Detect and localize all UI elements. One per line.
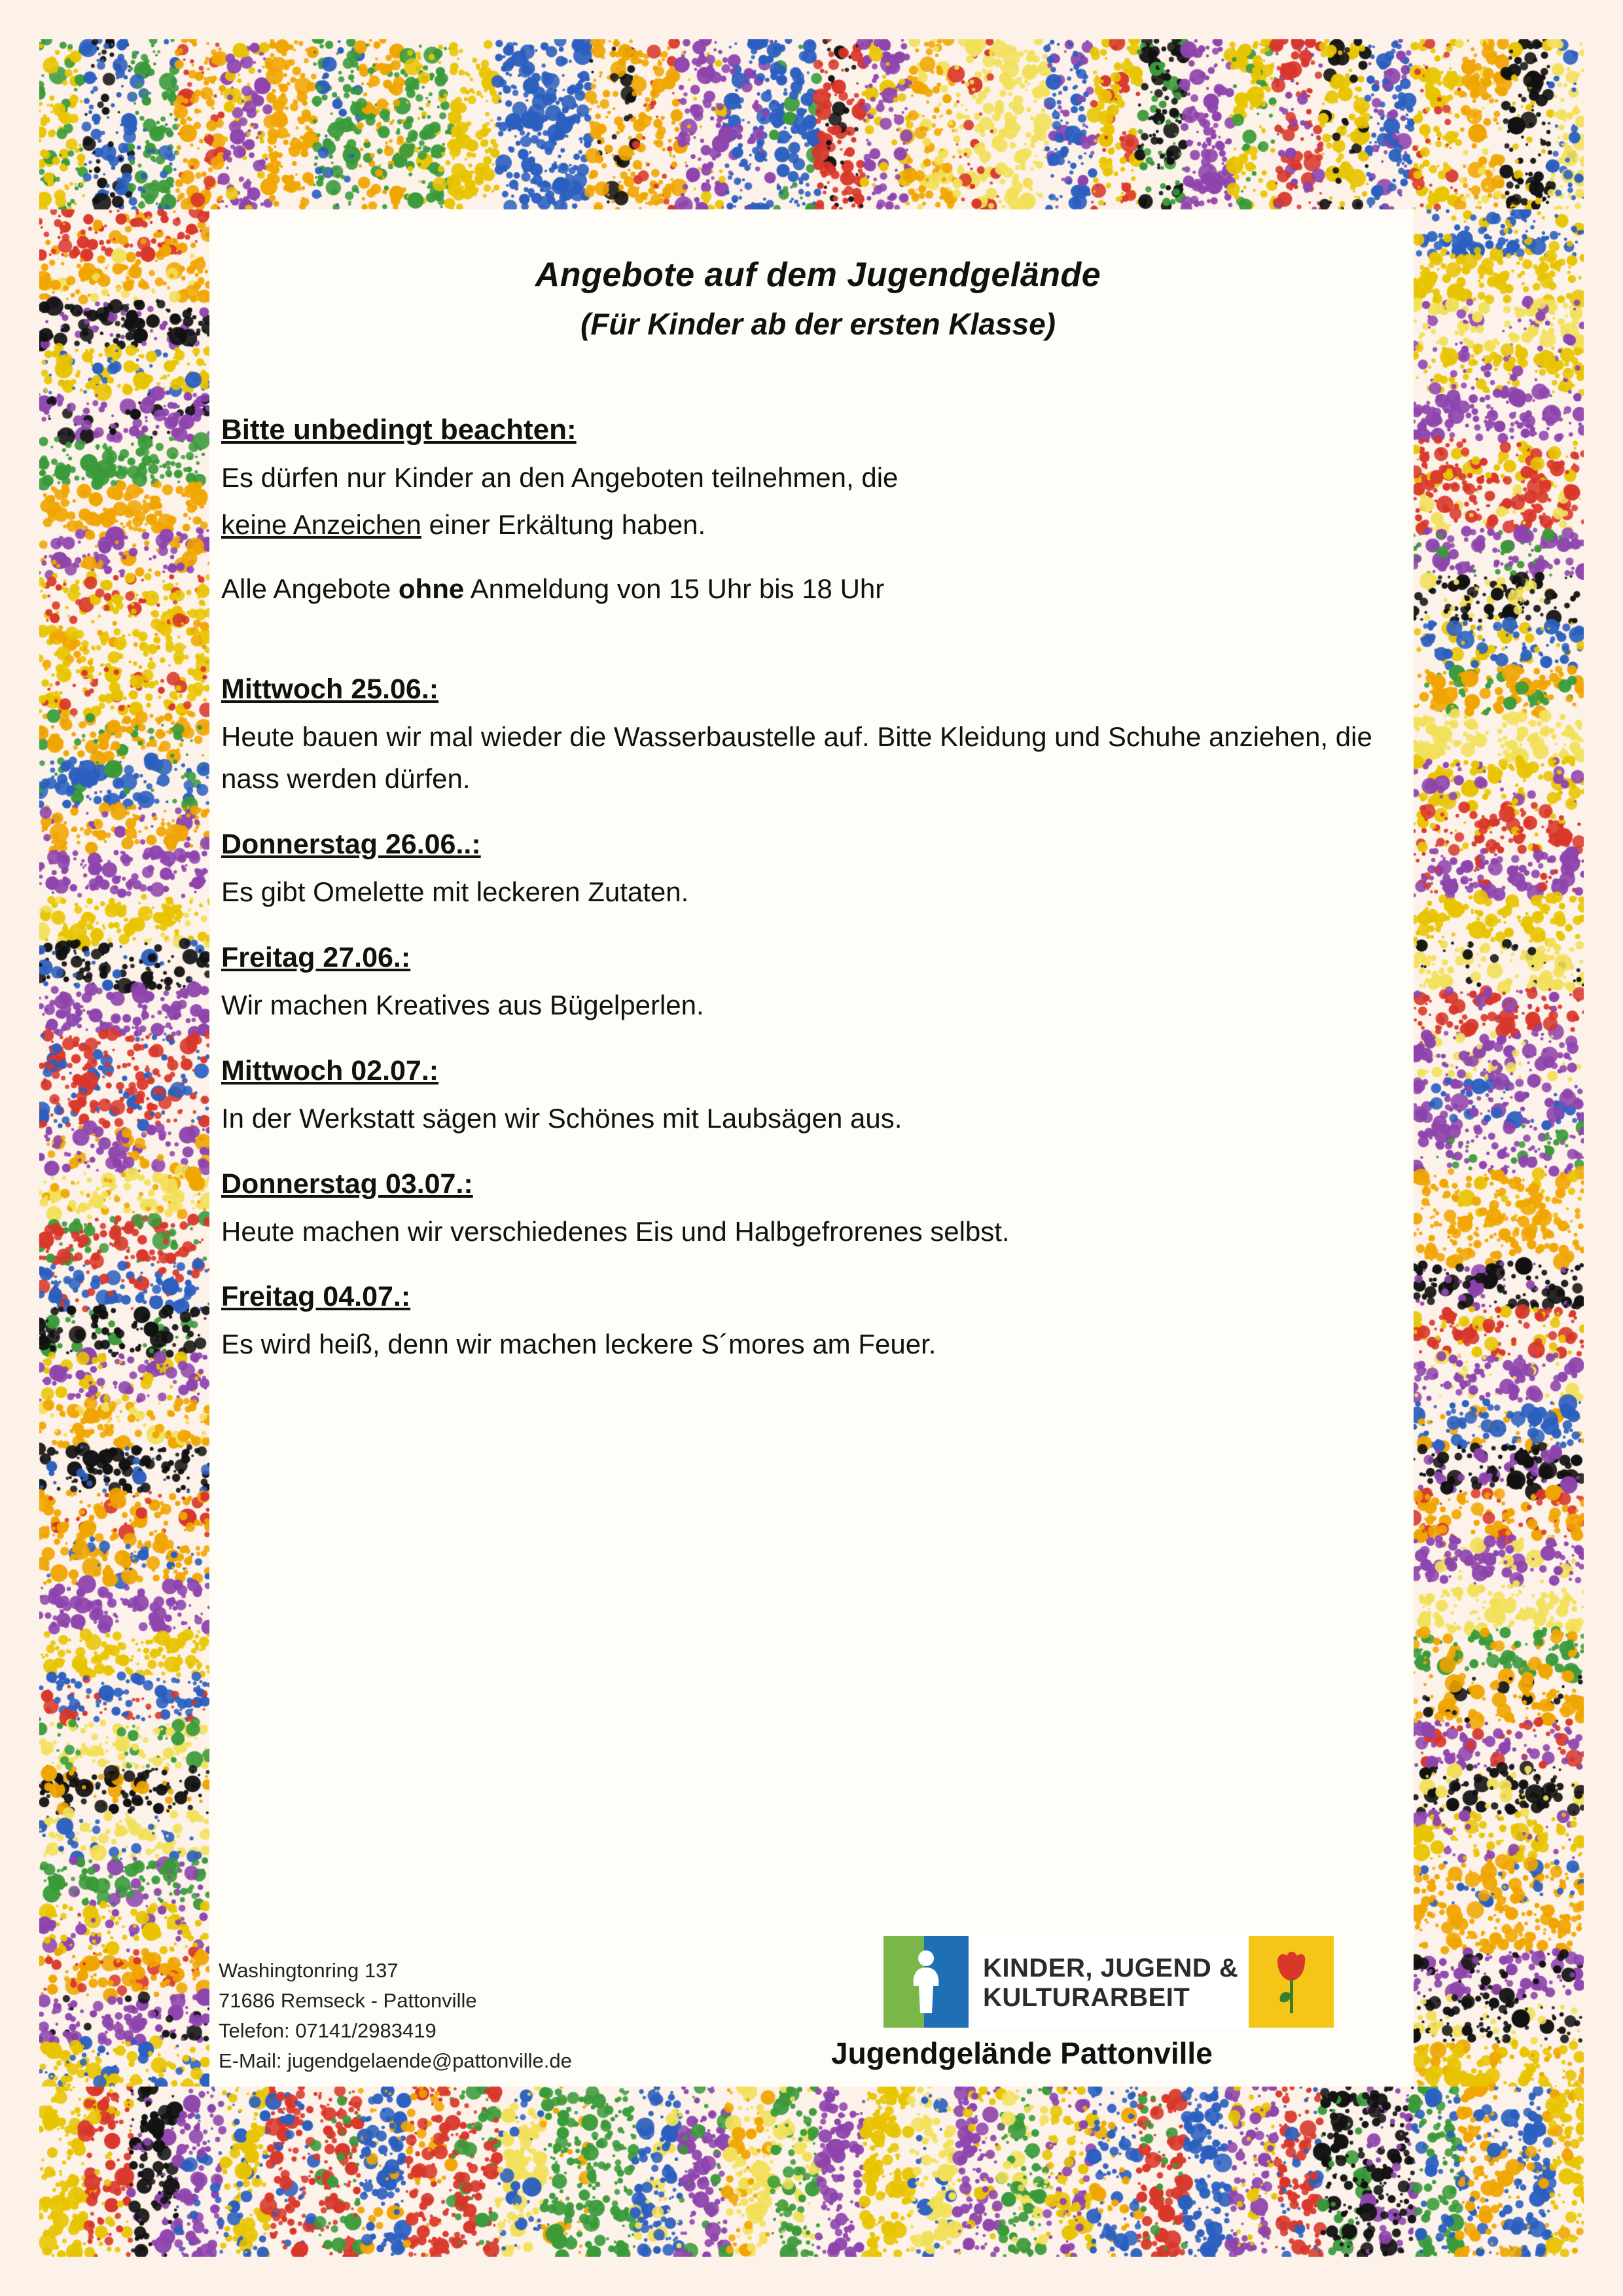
entry-text: Heute bauen wir mal wieder die Wasserbaustelle auf. Bitte Kleidung und Schuhe anziehen, die nass werden dürfen. (221, 721, 1372, 795)
notice-line-3 (221, 568, 1427, 610)
notice-line-2 (221, 504, 1427, 546)
logo-blue-tile (883, 1936, 969, 2028)
entry-text: Es gibt Omelette mit leckeren Zutaten. (221, 876, 689, 908)
entry-heading: Donnerstag 26.06..: (221, 829, 481, 861)
schedule-entry (221, 829, 1427, 913)
entry-heading: Freitag 04.07.: (221, 1281, 411, 1313)
notice-line-2-underlined: keine Anzeichen (221, 509, 421, 540)
notice-line-1 (221, 457, 1427, 499)
confetti-border-left (39, 209, 209, 2087)
contact-address (219, 1956, 572, 2076)
logo-line-2: KULTURARBEIT (983, 1983, 1190, 2012)
schedule-entry (221, 1055, 1427, 1139)
poster-footer (209, 1949, 1414, 2132)
entry-text: In der Werkstatt sägen wir Schönes mit Laubsägen aus. (221, 1102, 902, 1134)
page-subtitle: (Für Kinder ab der ersten Klasse) (580, 307, 1056, 341)
logo-yellow-tile (1249, 1936, 1334, 2028)
confetti-border-top (39, 39, 1584, 209)
tulip-icon (1271, 1948, 1311, 2016)
entry-heading: Donnerstag 03.07.: (221, 1168, 473, 1200)
page-title: Angebote auf dem Jugendgelände (535, 256, 1101, 294)
organization-logo (792, 1936, 1414, 2100)
notice-heading: Bitte unbedingt beachten: (221, 414, 577, 446)
entry-heading: Mittwoch 25.06.: (221, 673, 439, 706)
notice-line-3-b: Anmeldung von 15 Uhr bis 18 Uhr (464, 573, 885, 604)
notice-line-3-a: Alle Angebote (221, 573, 399, 604)
address-phone: Telefon: 07141/2983419 (219, 2018, 437, 2042)
entry-heading: Freitag 27.06.: (221, 941, 411, 973)
schedule-entry (221, 942, 1427, 1026)
notice-block (209, 414, 1427, 1365)
logo-caption: Jugendgelände Pattonville (831, 2036, 1213, 2070)
schedule-entry (221, 1281, 1427, 1365)
child-figure-icon (903, 1948, 949, 2016)
schedule-entry (221, 1168, 1427, 1253)
entry-text: Es wird heiß, denn wir machen leckere S´mores am Feuer. (221, 1329, 936, 1360)
notice-line-1-text: Es dürfen nur Kinder an den Angeboten teilnehmen, die (221, 462, 899, 493)
entry-text: Heute machen wir verschiedenes Eis und Halbgefrorenes selbst. (221, 1215, 1010, 1247)
entry-heading: Mittwoch 02.07.: (221, 1054, 439, 1086)
entry-text: Wir machen Kreatives aus Bügelperlen. (221, 989, 704, 1020)
poster-content (196, 236, 1440, 2068)
address-city: 71686 Remseck - Pattonville (219, 1988, 477, 2012)
address-email[interactable]: E-Mail: jugendgelaende@pattonville.de (219, 2049, 572, 2072)
notice-line-2-rest: einer Erkältung haben. (421, 509, 706, 540)
logo-line-1: KINDER, JUGEND & (983, 1954, 1239, 1983)
address-street: Washingtonring 137 (219, 1959, 399, 1982)
notice-line-3-bold: ohne (398, 573, 465, 604)
logo-wordmark (969, 1936, 1249, 2028)
schedule-entry (221, 673, 1427, 800)
logo-row (883, 1936, 1334, 2028)
